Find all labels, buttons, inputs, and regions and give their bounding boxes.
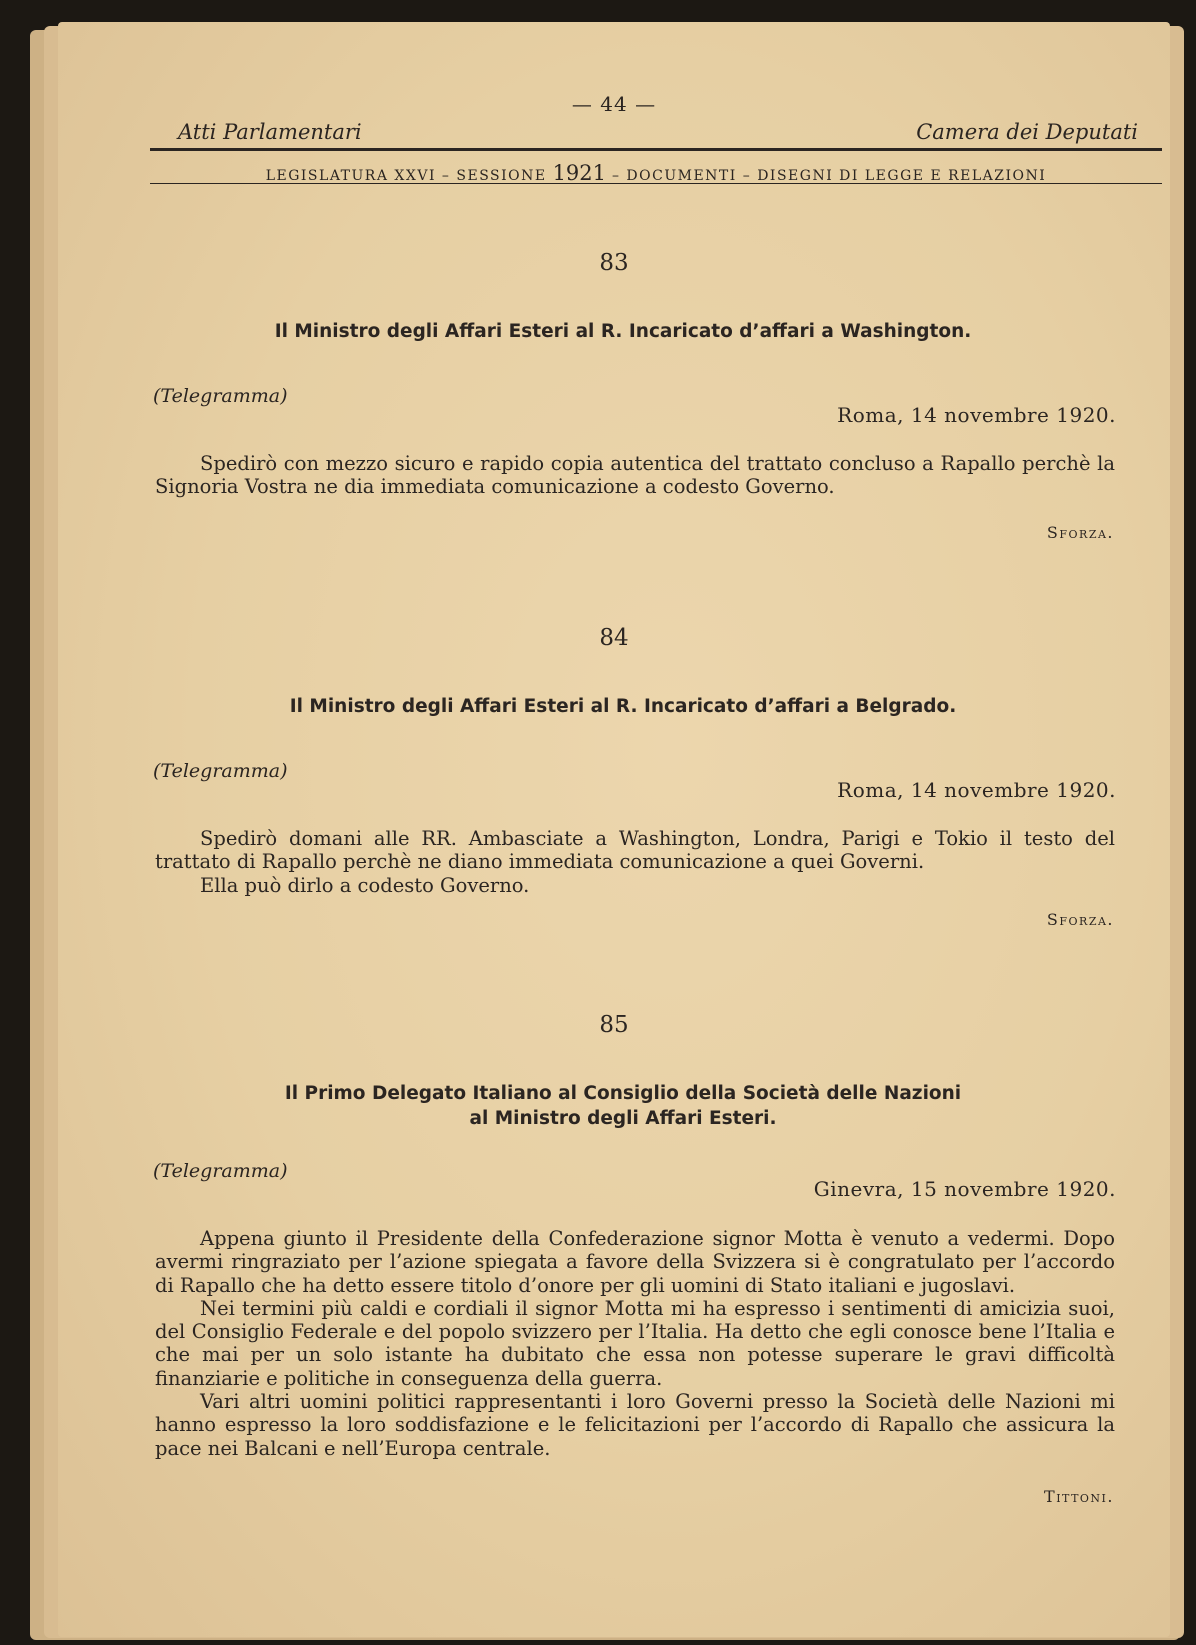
paragraph: Appena giunto il Presidente della Confederazione signor Motta è venuto a vedermi. Dopo avermi ringraziato per l’azione spiegata a favore della Svizzera si è congratulato per l’accordo di Rapallo che ha detto essere titolo d’onore per gli uomini di Stato italiani e jugoslavi. bbox=[155, 1227, 1115, 1297]
doc-body bbox=[155, 1227, 1115, 1460]
doc-date: Ginevra, 15 novembre 1920. bbox=[813, 1177, 1116, 1201]
signature: Sforza. bbox=[1046, 523, 1114, 542]
doc-number: 83 bbox=[599, 250, 629, 276]
doc-title: Il Ministro degli Affari Esteri al R. Incaricato d’affari a Washington. bbox=[274, 321, 972, 342]
doc-title: Il Ministro degli Affari Esteri al R. Incaricato d’affari a Belgrado. bbox=[289, 696, 957, 717]
doc-type: (Telegramma) bbox=[153, 1160, 288, 1182]
paragraph: Spedirò domani alle RR. Ambasciate a Washington, Londra, Parigi e Tokio il testo del trattato di Rapallo perchè ne diano immediata comunicazione a quei Governi. bbox=[155, 827, 1115, 874]
doc-body bbox=[155, 827, 1115, 897]
signature: Sforza. bbox=[1046, 910, 1114, 929]
paragraph: Ella può dirlo a codesto Governo. bbox=[200, 873, 530, 897]
running-subheader bbox=[150, 161, 1162, 185]
header-rule bbox=[150, 148, 1162, 151]
subheader-year: 1921 bbox=[552, 161, 607, 185]
doc-title bbox=[258, 1081, 988, 1131]
doc-number: 84 bbox=[599, 625, 629, 651]
doc-title-line: al Ministro degli Affari Esteri. bbox=[469, 1108, 777, 1129]
signature: Tittoni. bbox=[1044, 1487, 1114, 1506]
subheader-part-b: – DOCUMENTI – DISEGNI DI LEGGE E RELAZIONI bbox=[611, 168, 1047, 184]
document-page bbox=[58, 22, 1170, 1637]
header-left-title: Atti Parlamentari bbox=[178, 120, 362, 144]
doc-body bbox=[155, 452, 1115, 499]
paragraph: Vari altri uomini politici rappresentanti i loro Governi presso la Società delle Nazioni mi hanno espresso la loro soddisfazione e le felicitazioni per l’accordo di Rapallo che assicura la pace nei Balcani e nell’Europa centrale. bbox=[155, 1390, 1115, 1460]
paragraph: Nei termini più caldi e cordiali il signor Motta mi ha espresso i sentimenti di amicizia suoi, del Consiglio Federale e del popolo svizzero per l’Italia. Ha detto che egli conosce bene l’Italia e che mai per un solo istante ha dubitato che essa non potesse superare le gravi difficoltà finanziarie e politiche in conseguenza della guerra. bbox=[155, 1296, 1115, 1390]
doc-date: Roma, 14 novembre 1920. bbox=[837, 403, 1116, 427]
doc-title-line: Il Primo Delegato Italiano al Consiglio della Società delle Nazioni bbox=[284, 1083, 962, 1104]
subheader-part-a: LEGISLATURA XXVI – SESSIONE bbox=[265, 168, 547, 184]
paragraph: Spedirò con mezzo sicuro e rapido copia autentica del trattato concluso a Rapallo perchè la Signoria Vostra ne dia immediata comunicazione a codesto Governo. bbox=[155, 452, 1115, 499]
doc-number: 85 bbox=[599, 1012, 629, 1038]
page-number: — 44 — bbox=[571, 92, 657, 116]
doc-type: (Telegramma) bbox=[153, 385, 288, 407]
doc-type: (Telegramma) bbox=[153, 760, 288, 782]
doc-date: Roma, 14 novembre 1920. bbox=[837, 778, 1116, 802]
subheader-rule bbox=[150, 183, 1162, 184]
header-right-title: Camera dei Deputati bbox=[916, 120, 1138, 144]
